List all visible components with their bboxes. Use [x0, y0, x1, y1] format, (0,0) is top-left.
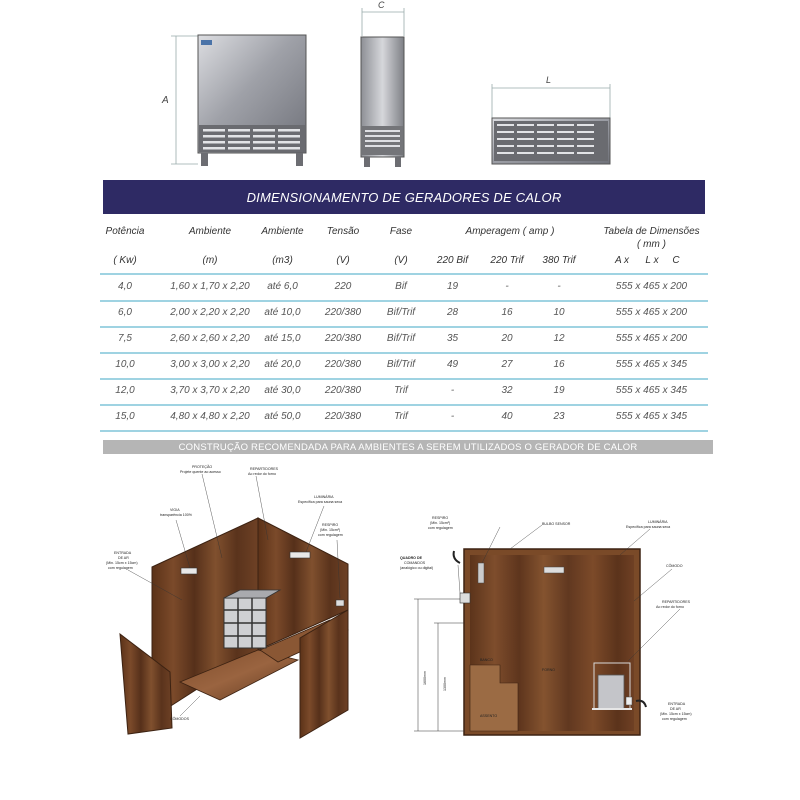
header-divider: [100, 273, 708, 275]
cell-tensao: 220/380: [324, 385, 362, 396]
cell-fase: Trif: [394, 411, 408, 422]
respiro-label: RESPIRO: [322, 523, 339, 527]
cell-potencia: 4,0: [118, 281, 132, 292]
right-repartidores-sublabel: Ao redor do forno: [656, 605, 684, 609]
cell-ambiente-m3: até 15,0: [264, 333, 301, 344]
forno-label: FORNO: [542, 668, 555, 672]
header-380-trif: 380 Trif: [542, 255, 576, 266]
cell-ambiente-m3: até 20,0: [264, 359, 301, 370]
repartidores-sublabel: Ao redor do forno: [248, 472, 276, 476]
cell-potencia: 15,0: [115, 411, 135, 422]
cell-fase: Bif/Trif: [386, 333, 416, 344]
quadro-sublabel-2: (analógico ou digital): [400, 566, 434, 570]
dimension-c-label: C: [378, 0, 385, 10]
construction-subtitle: CONSTRUÇÃO RECOMENDADA PARA AMBIENTES A SEREM UTILIZADOS O GERADOR DE CALOR: [178, 441, 638, 453]
cell-dimensoes: 555 x 465 x 345: [615, 359, 688, 370]
right-respiro-label: RESPIRO: [432, 516, 449, 520]
cell-fase: Bif/Trif: [386, 359, 416, 370]
heater-drawings: [0, 0, 800, 180]
heater-side-view: [361, 0, 404, 167]
cell-dimensoes: 555 x 465 x 200: [615, 307, 688, 318]
cell-dimensoes: 555 x 465 x 200: [615, 333, 688, 344]
right-entrada-sublabel-3: com regulagem: [662, 717, 687, 721]
banco-label: BANCO: [480, 658, 493, 662]
entrada-label: ENTRADA: [114, 551, 132, 555]
protecao-sublabel: Projete quente ao acesso: [180, 470, 221, 474]
header-tensao: Tensão: [326, 226, 360, 237]
entrada-sublabel: DE AR: [118, 556, 129, 560]
header-dim-l: L x: [645, 255, 659, 266]
cell-ambiente-m: 3,00 x 3,00 x 2,20: [170, 359, 250, 370]
cell-ambiente-m3: até 6,0: [267, 281, 298, 292]
cell-amp-220-trif: 40: [501, 411, 513, 422]
header-amperagem: Amperagem ( amp ): [465, 226, 555, 237]
quadro-sublabel: COMANDOS: [404, 561, 426, 565]
cell-amp-220-trif: 16: [501, 307, 513, 318]
heater-front-view: [161, 35, 306, 166]
construction-subtitle-bar: [103, 440, 713, 454]
header-dim-a: A x: [614, 255, 630, 266]
cell-tensao: 220/380: [324, 333, 362, 344]
header-220-trif: 220 Trif: [490, 255, 524, 266]
cell-dimensoes: 555 x 465 x 345: [615, 385, 688, 396]
table-row: [100, 302, 708, 328]
header-fase: Fase: [389, 226, 413, 237]
cell-fase: Bif: [395, 281, 407, 292]
table-row: [100, 354, 708, 380]
table-row: [100, 406, 708, 432]
header-unit-m3: (m3): [272, 255, 293, 266]
table-row: [100, 276, 708, 302]
right-comodo-label: CÔMODO: [666, 564, 683, 568]
dim-1300-label: 1300mm: [443, 677, 447, 691]
cell-amp-220-bif: 35: [446, 333, 459, 344]
header-dim-c: C: [672, 255, 680, 266]
dimension-a-label: A: [162, 95, 169, 106]
cell-dimensoes: 555 x 465 x 200: [615, 281, 688, 292]
cell-potencia: 6,0: [118, 307, 132, 318]
entrada-sublabel-3: com regulagem: [108, 566, 133, 570]
right-entrada-sublabel: DE AR: [670, 707, 681, 711]
cell-ambiente-m: 3,70 x 3,70 x 2,20: [170, 385, 250, 396]
repartidores-label: REPARTIDORES: [250, 467, 279, 471]
right-respiro-sublabel-2: com regulagem: [428, 526, 453, 530]
right-entrada-sublabel-2: (Min. 15cm x 15cm): [660, 712, 692, 716]
bulbo-sensor-label: BULBO SENSOR: [542, 522, 571, 526]
header-mm: ( mm ): [637, 239, 666, 250]
right-luminaria-label: LUMINÁRIA: [648, 520, 668, 524]
cell-amp-220-bif: 28: [446, 307, 459, 318]
table-title-bar: [103, 180, 705, 214]
cell-dimensoes: 555 x 465 x 345: [615, 411, 688, 422]
cell-ambiente-m3: até 30,0: [264, 385, 301, 396]
assento-label: ASSENTO: [480, 714, 498, 718]
header-tabela-dimensoes: Tabela de Dimensões: [603, 226, 700, 237]
table-title: DIMENSIONAMENTO DE GERADORES DE CALOR: [246, 189, 562, 205]
dim-1600-label: 1600mm: [423, 671, 427, 685]
header-unit-v-fase: (V): [394, 255, 408, 266]
cell-amp-220-bif: 49: [446, 359, 459, 370]
header-ambiente-m: Ambiente: [188, 226, 232, 237]
header-ambiente-m3: Ambiente: [261, 226, 304, 237]
comodo-label: CÔMODOS: [170, 717, 189, 721]
header-kw: ( Kw): [113, 255, 137, 266]
entrada-sublabel-2: (Min. 15cm x 15cm): [106, 561, 138, 565]
cell-ambiente-m: 2,00 x 2,20 x 2,20: [170, 307, 250, 318]
cell-potencia: 10,0: [115, 359, 135, 370]
right-respiro-sublabel: (Min. 15cm²): [430, 521, 451, 525]
luminaria-sublabel: Específica para sauna seca: [298, 500, 343, 504]
right-luminaria-sublabel: Específica para sauna seca: [626, 525, 671, 529]
cell-ambiente-m: 2,60 x 2,60 x 2,20: [170, 333, 250, 344]
cell-amp-380-trif: 16: [553, 359, 565, 370]
cell-tensao: 220: [334, 281, 352, 292]
right-repartidores-label: REPARTIDORES: [662, 600, 691, 604]
cell-amp-220-trif: 20: [501, 333, 513, 344]
cell-ambiente-m: 4,80 x 4,80 x 2,20: [170, 411, 250, 422]
vigia-label: VIGIA: [170, 508, 180, 512]
cell-ambiente-m3: até 50,0: [264, 411, 301, 422]
cell-tensao: 220/380: [324, 307, 362, 318]
cell-amp-220-trif: -: [505, 281, 509, 292]
cell-amp-380-trif: 23: [553, 411, 565, 422]
cell-fase: Bif/Trif: [386, 307, 416, 318]
cell-potencia: 7,5: [118, 333, 132, 344]
cell-amp-220-trif: 32: [501, 385, 513, 396]
cell-amp-220-bif: -: [450, 385, 455, 396]
header-unit-v-tensao: (V): [336, 255, 350, 266]
table-row: [100, 380, 708, 406]
cell-ambiente-m3: até 10,0: [264, 307, 301, 318]
vigia-sublabel: transparência 100%: [160, 513, 192, 517]
cell-tensao: 220/380: [324, 411, 362, 422]
cell-amp-380-trif: 10: [553, 307, 565, 318]
cell-tensao: 220/380: [324, 359, 362, 370]
luminaria-label: LUMINÁRIA: [314, 495, 334, 499]
cell-fase: Trif: [394, 385, 408, 396]
sauna-isometric-diagram: [100, 460, 370, 740]
respiro-sublabel-2: com regulagem: [318, 533, 343, 537]
sauna-section-diagram: [400, 505, 700, 745]
respiro-sublabel: (Min. 15cm²): [320, 528, 341, 532]
header-unit-m: (m): [202, 255, 218, 266]
spec-table: [100, 222, 708, 437]
cell-amp-220-bif: 19: [446, 281, 459, 292]
quadro-label: QUADRO DE: [400, 556, 422, 560]
cell-amp-380-trif: -: [557, 281, 561, 292]
header-220-bif: 220 Bif: [436, 255, 469, 266]
table-row: [100, 328, 708, 354]
cell-ambiente-m: 1,60 x 1,70 x 2,20: [170, 281, 250, 292]
cell-amp-220-bif: -: [450, 411, 455, 422]
right-entrada-label: ENTRADA: [668, 702, 686, 706]
dimension-l-label: L: [546, 75, 552, 85]
header-potencia: Potência: [105, 226, 145, 237]
heater-top-view: [492, 75, 610, 164]
cell-potencia: 12,0: [115, 385, 135, 396]
cell-amp-380-trif: 19: [553, 385, 565, 396]
cell-amp-220-trif: 27: [501, 359, 513, 370]
protecao-label: PROTEÇÃO: [192, 465, 213, 469]
cell-amp-380-trif: 12: [553, 333, 565, 344]
